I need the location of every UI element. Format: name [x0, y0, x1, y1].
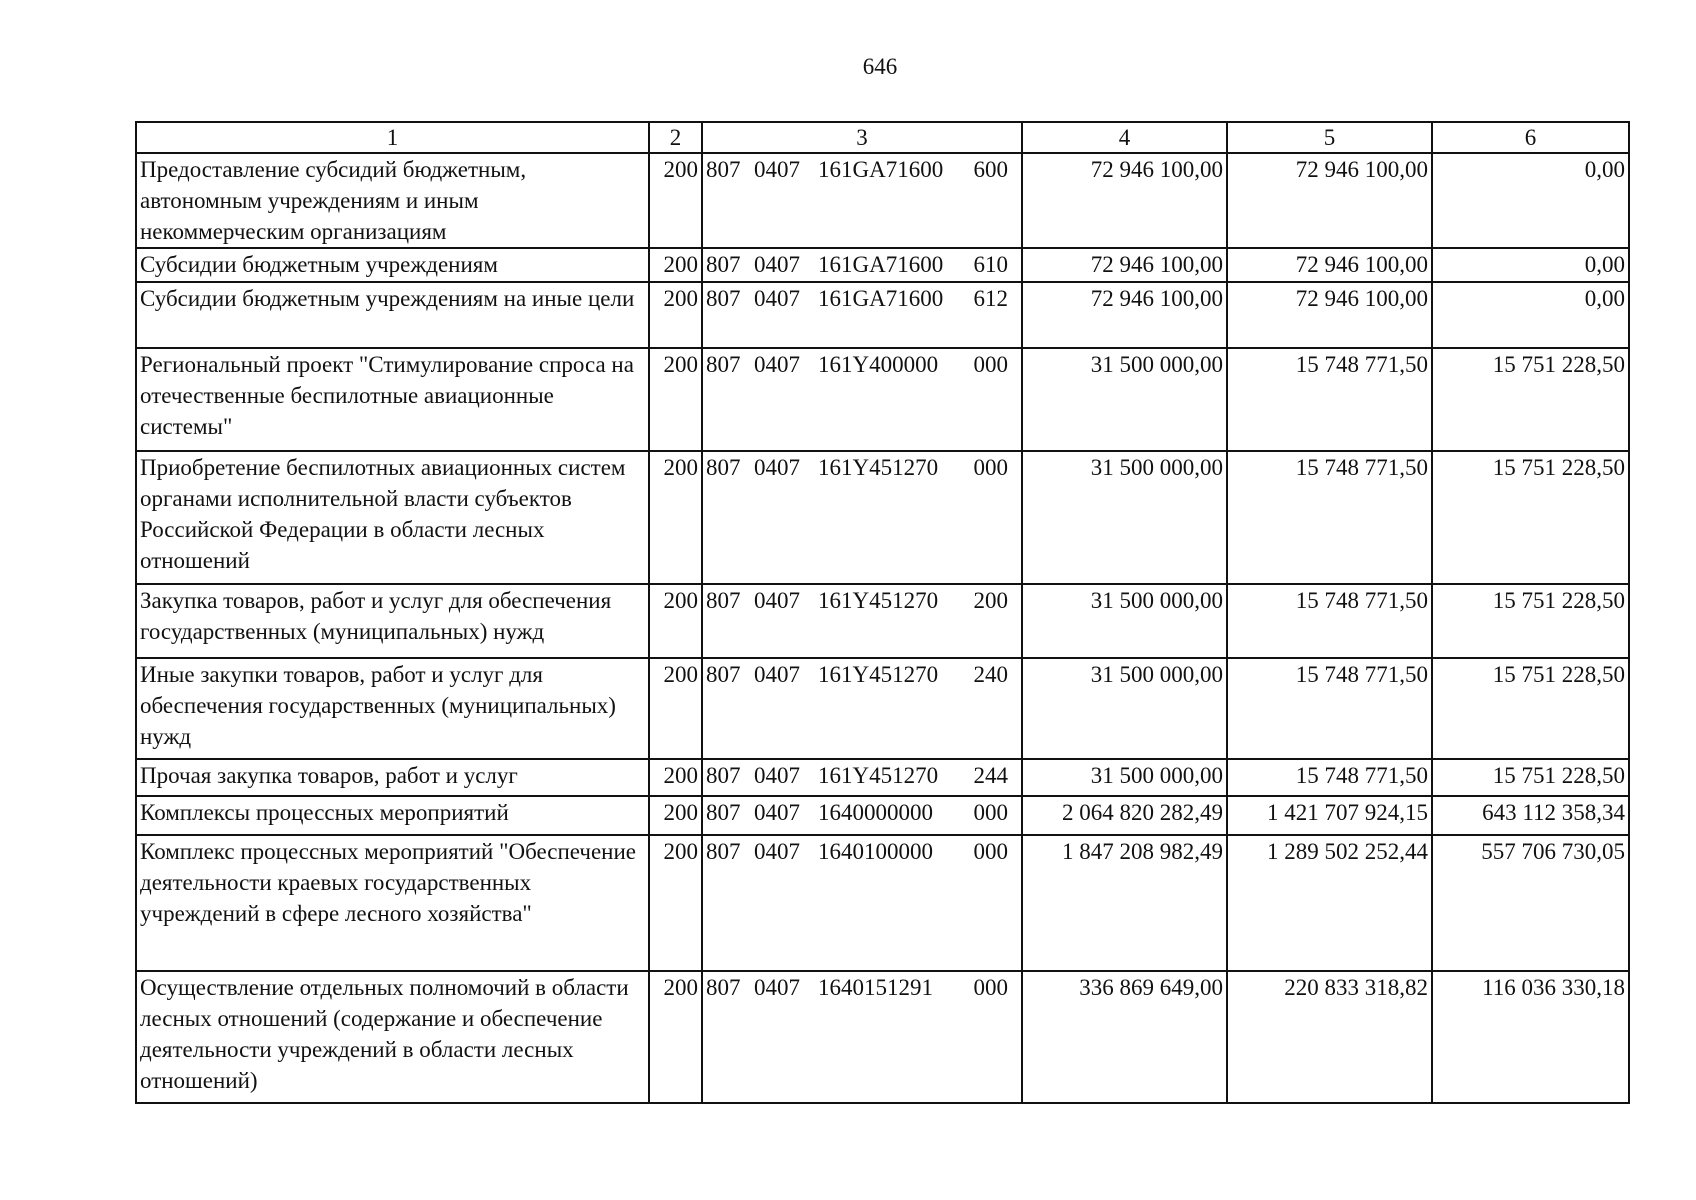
code-part: 0407 [754, 839, 800, 864]
code-cell: 200 [649, 835, 702, 971]
code-cell: 200 [649, 759, 702, 796]
amount-cell: 557 706 730,05 [1432, 835, 1629, 971]
classification-codes [702, 759, 1022, 796]
amount-cell: 15 751 228,50 [1432, 759, 1629, 796]
column-header: 1 [136, 122, 649, 153]
code-part: 000 [973, 800, 1008, 825]
column-header: 3 [702, 122, 1022, 153]
row-description: Иные закупки товаров, работ и услуг для обеспечения государственных (муниципальных) нужд [136, 658, 649, 759]
code-part: 807 [706, 800, 741, 825]
code-part: 807 [706, 975, 741, 1000]
code-part: 000 [973, 839, 1008, 864]
code-part: 0407 [754, 800, 800, 825]
amount-cell: 1 421 707 924,15 [1227, 796, 1432, 835]
row-description: Предоставление субсидий бюджетным, автономным учреждениям и иным некоммерческим организациям [136, 153, 649, 248]
code-part: 000 [973, 975, 1008, 1000]
code-part: 0407 [754, 352, 800, 377]
amount-cell: 72 946 100,00 [1227, 153, 1432, 248]
code-part: 807 [706, 839, 741, 864]
classification-codes [702, 348, 1022, 451]
amount-cell: 72 946 100,00 [1227, 248, 1432, 282]
amount-cell: 220 833 318,82 [1227, 971, 1432, 1103]
code-cell: 200 [649, 584, 702, 658]
row-description: Приобретение беспилотных авиационных систем органами исполнительной власти субъектов Российской Федерации в области лесных отношений [136, 451, 649, 584]
amount-cell: 116 036 330,18 [1432, 971, 1629, 1103]
amount-cell: 15 748 771,50 [1227, 348, 1432, 451]
code-part: 161Y451270 [818, 763, 939, 788]
code-part: 807 [706, 352, 741, 377]
table-row [136, 835, 1629, 971]
table-row [136, 658, 1629, 759]
classification-codes [702, 658, 1022, 759]
classification-codes [702, 153, 1022, 248]
code-part: 000 [973, 455, 1008, 480]
row-description: Комплекс процессных мероприятий "Обеспечение деятельности краевых государственных учреждений в сфере лесного хозяйства" [136, 835, 649, 971]
table-row [136, 348, 1629, 451]
code-part: 000 [973, 352, 1008, 377]
code-part: 807 [706, 286, 741, 311]
table-row [136, 451, 1629, 584]
classification-codes [702, 971, 1022, 1103]
code-part: 161Y451270 [818, 662, 939, 687]
code-cell: 200 [649, 153, 702, 248]
code-part: 0407 [754, 286, 800, 311]
table-row [136, 248, 1629, 282]
code-part: 0407 [754, 662, 800, 687]
code-part: 807 [706, 455, 741, 480]
amount-cell: 31 500 000,00 [1022, 584, 1227, 658]
table-row [136, 584, 1629, 658]
table-row [136, 759, 1629, 796]
amount-cell: 0,00 [1432, 153, 1629, 248]
column-header: 2 [649, 122, 702, 153]
code-cell: 200 [649, 248, 702, 282]
amount-cell: 72 946 100,00 [1022, 282, 1227, 348]
classification-codes [702, 282, 1022, 348]
code-part: 807 [706, 763, 741, 788]
table-row [136, 971, 1629, 1103]
code-part: 240 [973, 662, 1008, 687]
code-part: 600 [973, 157, 1008, 182]
code-part: 161GA71600 [818, 157, 944, 182]
amount-cell: 643 112 358,34 [1432, 796, 1629, 835]
code-part: 0407 [754, 157, 800, 182]
column-header: 5 [1227, 122, 1432, 153]
code-part: 161Y451270 [818, 588, 939, 613]
code-part: 1640151291 [818, 975, 933, 1000]
code-cell: 200 [649, 451, 702, 584]
row-description: Прочая закупка товаров, работ и услуг [136, 759, 649, 796]
column-header: 4 [1022, 122, 1227, 153]
amount-cell: 1 847 208 982,49 [1022, 835, 1227, 971]
amount-cell: 15 751 228,50 [1432, 451, 1629, 584]
amount-cell: 15 751 228,50 [1432, 348, 1629, 451]
code-part: 200 [973, 588, 1008, 613]
classification-codes [702, 796, 1022, 835]
amount-cell: 31 500 000,00 [1022, 348, 1227, 451]
code-part: 0407 [754, 588, 800, 613]
row-description: Осуществление отдельных полномочий в области лесных отношений (содержание и обеспечение деятельности учреждений в области лесных отношений) [136, 971, 649, 1103]
code-part: 161GA71600 [818, 252, 944, 277]
amount-cell: 1 289 502 252,44 [1227, 835, 1432, 971]
code-part: 0407 [754, 975, 800, 1000]
code-part: 0407 [754, 252, 800, 277]
amount-cell: 2 064 820 282,49 [1022, 796, 1227, 835]
amount-cell: 336 869 649,00 [1022, 971, 1227, 1103]
amount-cell: 15 751 228,50 [1432, 584, 1629, 658]
amount-cell: 0,00 [1432, 282, 1629, 348]
table-row [136, 153, 1629, 248]
table-row [136, 282, 1629, 348]
amount-cell: 15 751 228,50 [1432, 658, 1629, 759]
code-part: 1640000000 [818, 800, 933, 825]
row-description: Закупка товаров, работ и услуг для обеспечения государственных (муниципальных) нужд [136, 584, 649, 658]
budget-table [135, 121, 1630, 1104]
code-part: 807 [706, 662, 741, 687]
classification-codes [702, 835, 1022, 971]
table-header-row [136, 122, 1629, 153]
code-part: 244 [973, 763, 1008, 788]
amount-cell: 31 500 000,00 [1022, 658, 1227, 759]
code-part: 0407 [754, 455, 800, 480]
table-row [136, 796, 1629, 835]
code-cell: 200 [649, 348, 702, 451]
classification-codes [702, 248, 1022, 282]
code-cell: 200 [649, 796, 702, 835]
amount-cell: 0,00 [1432, 248, 1629, 282]
row-description: Региональный проект "Стимулирование спроса на отечественные беспилотные авиационные системы" [136, 348, 649, 451]
code-part: 1640100000 [818, 839, 933, 864]
code-part: 161Y451270 [818, 455, 939, 480]
code-part: 610 [973, 252, 1008, 277]
classification-codes [702, 451, 1022, 584]
row-description: Комплексы процессных мероприятий [136, 796, 649, 835]
row-description: Субсидии бюджетным учреждениям [136, 248, 649, 282]
amount-cell: 15 748 771,50 [1227, 759, 1432, 796]
amount-cell: 15 748 771,50 [1227, 584, 1432, 658]
page-number: 646 [862, 54, 898, 79]
code-cell: 200 [649, 658, 702, 759]
code-part: 161Y400000 [818, 352, 939, 377]
amount-cell: 31 500 000,00 [1022, 759, 1227, 796]
code-cell: 200 [649, 282, 702, 348]
amount-cell: 15 748 771,50 [1227, 451, 1432, 584]
amount-cell: 31 500 000,00 [1022, 451, 1227, 584]
amount-cell: 72 946 100,00 [1227, 282, 1432, 348]
code-part: 807 [706, 157, 741, 182]
code-part: 161GA71600 [818, 286, 944, 311]
amount-cell: 72 946 100,00 [1022, 153, 1227, 248]
column-header: 6 [1432, 122, 1629, 153]
code-cell: 200 [649, 971, 702, 1103]
row-description: Субсидии бюджетным учреждениям на иные цели [136, 282, 649, 348]
code-part: 807 [706, 252, 741, 277]
code-part: 612 [973, 286, 1008, 311]
amount-cell: 15 748 771,50 [1227, 658, 1432, 759]
amount-cell: 72 946 100,00 [1022, 248, 1227, 282]
code-part: 0407 [754, 763, 800, 788]
classification-codes [702, 584, 1022, 658]
code-part: 807 [706, 588, 741, 613]
